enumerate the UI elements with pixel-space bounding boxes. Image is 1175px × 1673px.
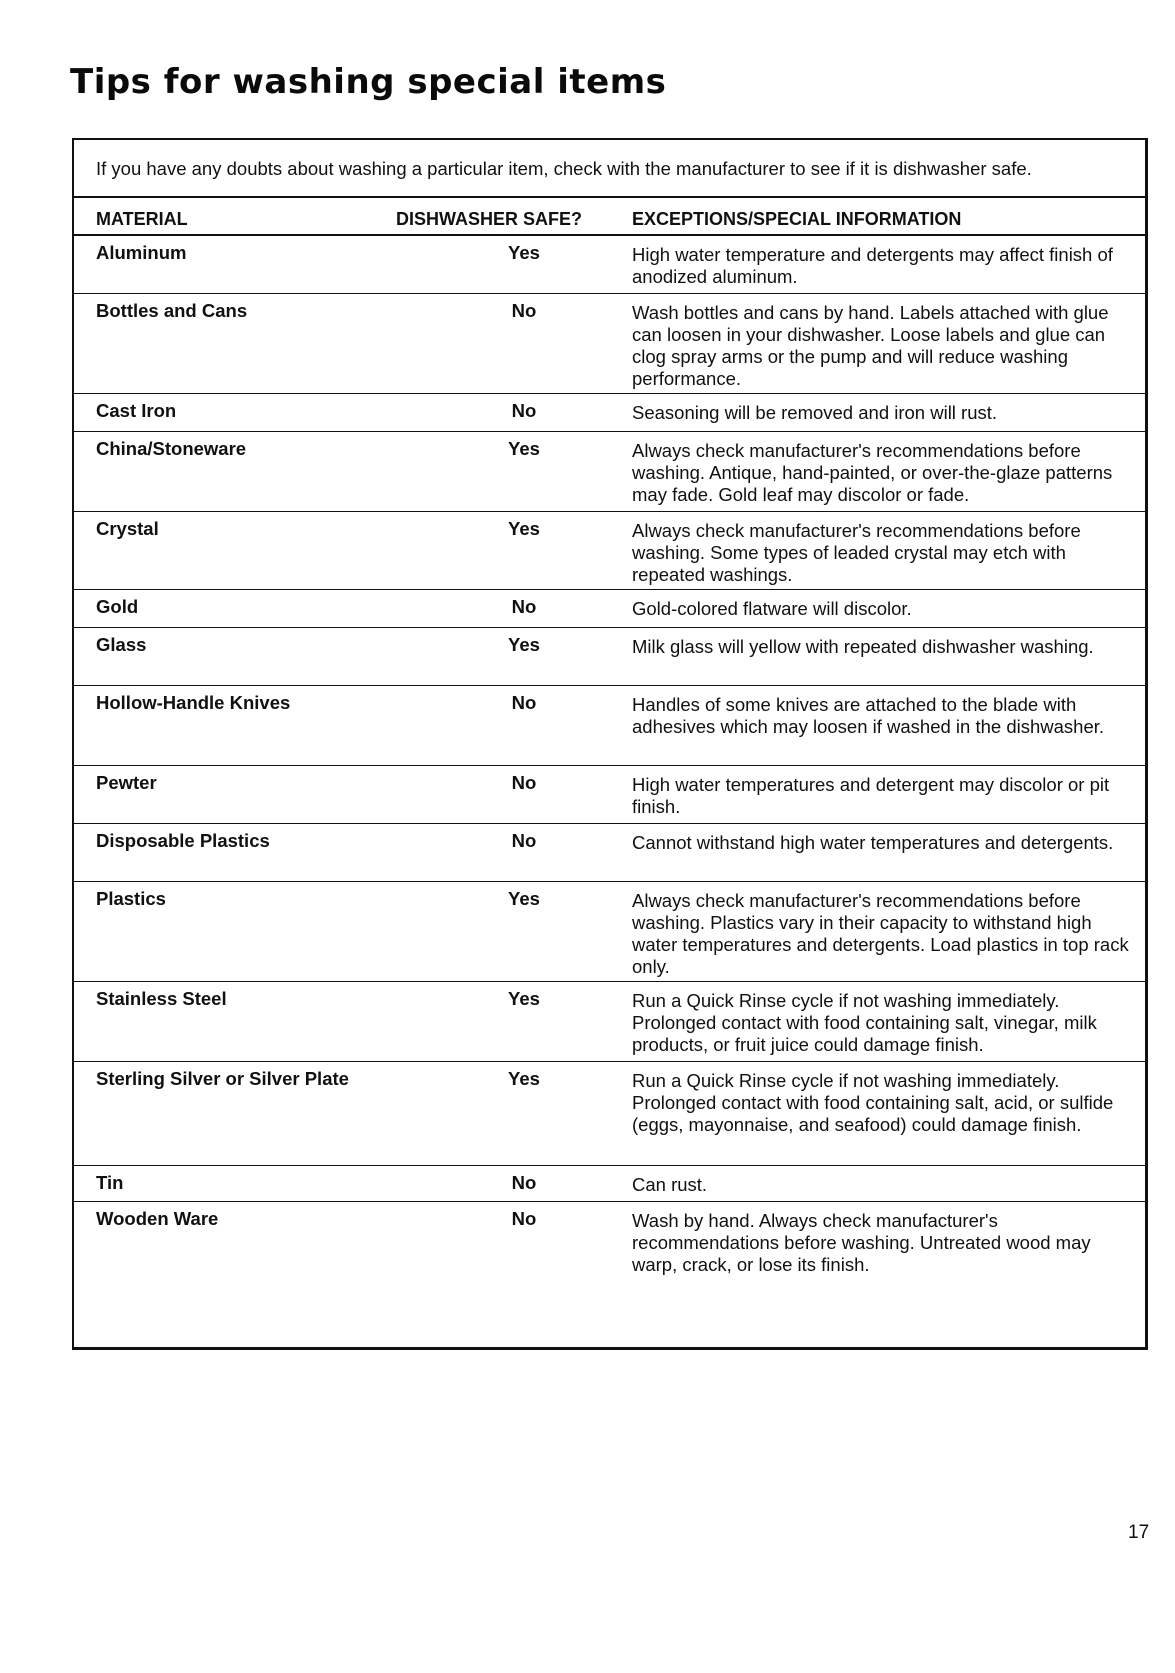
material-cell: Bottles and Cans	[96, 300, 248, 321]
exception-info-cell: Always check manufacturer's recommendations before washing. Plastics vary in their capacity to withstand high water temperatures and detergents. Load plastics in top rack only.	[632, 890, 1129, 977]
column-header-dishwasher-safe: DISHWASHER SAFE?	[396, 209, 583, 229]
material-cell: Glass	[96, 634, 147, 655]
dishwasher-safe-cell: Yes	[508, 888, 540, 909]
exception-info-cell: Milk glass will yellow with repeated dishwasher washing.	[632, 636, 1094, 657]
dishwasher-safe-cell: No	[511, 830, 537, 851]
exception-info-cell: Run a Quick Rinse cycle if not washing immediately. Prolonged contact with food containing salt, acid, or sulfide (eggs, mayonnaise, and seafood) could damage finish.	[632, 1070, 1114, 1135]
table-row	[74, 432, 1145, 512]
material-cell: Crystal	[96, 518, 159, 539]
table-row	[74, 982, 1145, 1062]
dishwasher-safe-cell: No	[511, 1208, 537, 1229]
table-row	[74, 590, 1145, 628]
table-row	[74, 1202, 1145, 1348]
exception-info-cell: Always check manufacturer's recommendations before washing. Some types of leaded crystal may etch with repeated washings.	[632, 520, 1081, 585]
material-cell: Hollow-Handle Knives	[96, 692, 291, 713]
exception-info-cell: Can rust.	[632, 1174, 708, 1195]
dishwasher-safe-cell: Yes	[508, 988, 540, 1009]
exception-info-cell: Always check manufacturer's recommendations before washing. Antique, hand-painted, or over-the-glaze patterns may fade. Gold leaf may discolor or fade.	[632, 440, 1113, 505]
exception-info-cell: Wash bottles and cans by hand. Labels attached with glue can loosen in your dishwasher. Loose labels and glue can clog spray arms or the pump and will reduce washing performance.	[632, 302, 1109, 389]
material-cell: Aluminum	[96, 242, 187, 263]
exception-info-cell: Wash by hand. Always check manufacturer's recommendations before washing. Untreated wood may warp, crack, or lose its finish.	[632, 1210, 1091, 1275]
material-cell: Sterling Silver or Silver Plate	[96, 1068, 349, 1089]
exception-info-cell: Handles of some knives are attached to the blade with adhesives which may loosen if washed in the dishwasher.	[632, 694, 1105, 737]
material-cell: Wooden Ware	[96, 1208, 219, 1229]
exception-info-cell: Gold-colored flatware will discolor.	[632, 598, 912, 619]
table-header	[74, 196, 1145, 236]
material-cell: Plastics	[96, 888, 166, 909]
material-cell: Tin	[96, 1172, 124, 1193]
exception-info-cell: Run a Quick Rinse cycle if not washing immediately. Prolonged contact with food containing salt, vinegar, milk products, or fruit juice could damage finish.	[632, 990, 1097, 1055]
column-header-exceptions: EXCEPTIONS/SPECIAL INFORMATION	[632, 209, 962, 229]
dishwasher-safe-cell: Yes	[508, 438, 540, 459]
table-row	[74, 882, 1145, 982]
page-number: 17	[1128, 1522, 1150, 1543]
material-cell: Pewter	[96, 772, 157, 793]
dishwasher-safe-cell: No	[511, 596, 537, 617]
dishwasher-safe-cell: Yes	[508, 634, 540, 655]
exception-info-cell: Seasoning will be removed and iron will rust.	[632, 402, 998, 423]
dishwasher-safe-cell: Yes	[508, 1068, 540, 1089]
table-row	[74, 628, 1145, 686]
table-row	[74, 686, 1145, 766]
page-title: Tips for washing special items	[70, 62, 667, 102]
tips-table	[72, 138, 1148, 1350]
table-row	[74, 512, 1145, 590]
table-row	[74, 766, 1145, 824]
dishwasher-safe-cell: No	[511, 300, 537, 321]
table-row	[74, 236, 1145, 294]
exception-info-cell: Cannot withstand high water temperatures and detergents.	[632, 832, 1114, 853]
table-row	[74, 294, 1145, 394]
dishwasher-safe-cell: No	[511, 400, 537, 421]
material-cell: China/Stoneware	[96, 438, 247, 459]
table-row	[74, 824, 1145, 882]
material-cell: Gold	[96, 596, 139, 617]
exception-info-cell: High water temperature and detergents may affect finish of anodized aluminum.	[632, 244, 1113, 287]
dishwasher-safe-cell: No	[511, 692, 537, 713]
dishwasher-safe-cell: Yes	[508, 518, 540, 539]
dishwasher-safe-cell: No	[511, 1172, 537, 1193]
table-row	[74, 1166, 1145, 1202]
material-cell: Disposable Plastics	[96, 830, 270, 851]
material-cell: Stainless Steel	[96, 988, 227, 1009]
material-cell: Cast Iron	[96, 400, 177, 421]
dishwasher-safe-cell: No	[511, 772, 537, 793]
column-header-material: MATERIAL	[96, 209, 188, 229]
table-row	[74, 1062, 1145, 1166]
dishwasher-safe-cell: Yes	[508, 242, 540, 263]
table-row	[74, 394, 1145, 432]
exception-info-cell: High water temperatures and detergent may discolor or pit finish.	[632, 774, 1110, 817]
intro-text: If you have any doubts about washing a particular item, check with the manufacturer to see if it is dishwasher safe.	[96, 158, 1032, 179]
